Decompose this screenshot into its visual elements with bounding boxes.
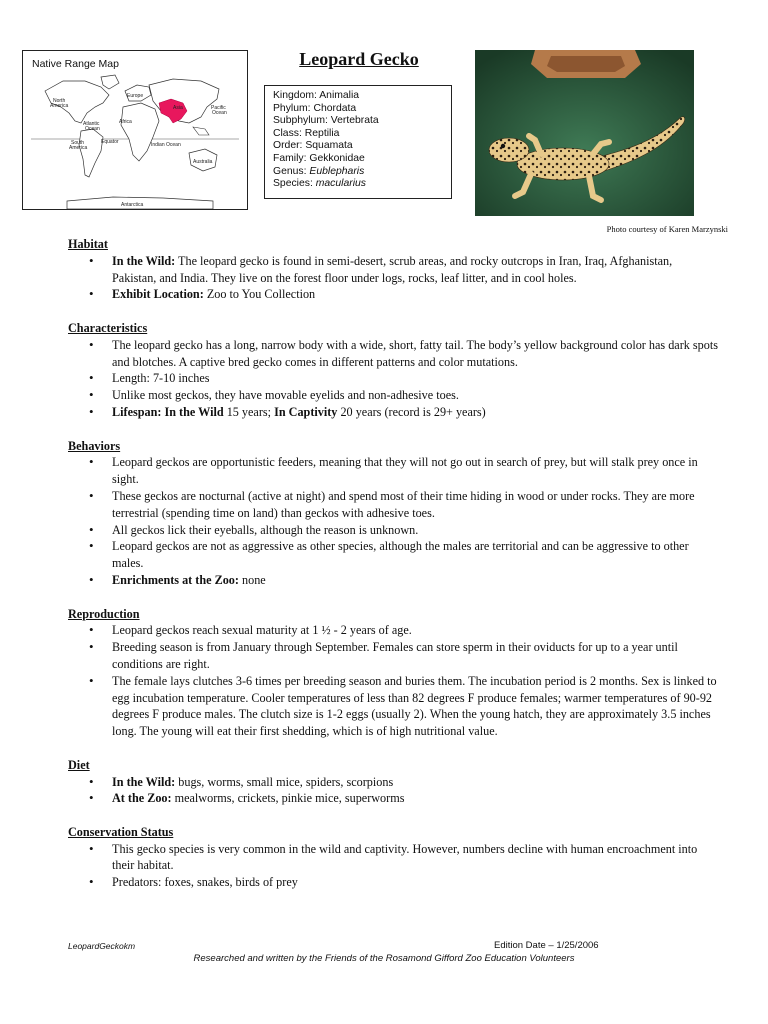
section-heading: Conservation Status xyxy=(68,824,174,839)
africa-shape xyxy=(121,103,159,161)
map-label: Equator xyxy=(101,139,119,145)
list-item: • Unlike most geckos, they have movable eyelids and non-adhesive toes. xyxy=(68,387,718,404)
diet-section xyxy=(68,757,718,807)
map-label: Asia xyxy=(173,105,183,111)
map-label: South xyxy=(71,140,85,146)
map-label: Indian Ocean xyxy=(151,142,181,148)
world-map-illustration xyxy=(23,51,247,209)
list-item: • Length: 7-10 inches xyxy=(68,370,718,387)
footer-edition-date: Edition Date – 1/25/2006 xyxy=(494,940,599,951)
map-label: America xyxy=(69,145,88,151)
map-label: Africa xyxy=(119,119,132,125)
list-item: • In the Wild: bugs, worms, small mice, spiders, scorpions xyxy=(68,774,718,791)
list-item: • Leopard geckos are opportunistic feeders, meaning that they will not go out in search of prey, but will stalk prey once in sight. xyxy=(68,454,718,488)
map-label: Ocean xyxy=(85,126,100,132)
taxonomy-phylum: Phylum: Chordata xyxy=(273,102,357,114)
list-item: • At the Zoo: mealworms, crickets, pinkie mice, superworms xyxy=(68,790,718,807)
map-label: Antarctica xyxy=(121,202,144,208)
section-heading: Characteristics xyxy=(68,320,148,335)
taxonomy-species: Species: macularius xyxy=(273,178,366,190)
list-item: • Leopard geckos reach sexual maturity at 1 ½ - 2 years of age. xyxy=(68,622,718,639)
map-label: Pacific xyxy=(211,105,226,111)
map-label: Australia xyxy=(193,159,213,165)
taxonomy-subphylum: Subphylum: Vertebrata xyxy=(273,115,379,127)
taxonomy-genus: Genus: Eublepharis xyxy=(273,165,365,177)
map-label: Ocean xyxy=(212,110,227,116)
native-range-map xyxy=(22,50,248,210)
fact-sheet-content xyxy=(68,236,718,908)
list-item: • These geckos are nocturnal (active at night) and spend most of their time hiding in wood or under rocks. They are more terrestrial (spending time on land) than geckos with adhesive toes. xyxy=(68,488,718,522)
page-title: Leopard Gecko xyxy=(299,49,419,69)
list-item: • Enrichments at the Zoo: none xyxy=(68,572,718,589)
list-item: • Leopard geckos are not as aggressive as other species, although the males are territorial and can be aggressive to other males. xyxy=(68,538,718,572)
reproduction-section xyxy=(68,606,718,740)
list-item: • The female lays clutches 3-6 times per breeding season and buries them. The incubation period is 2 months. Sex is linked to egg incubation temperature. Cooler temperatures of less than 82 degrees F produce females; warmer temperatures of 90-92 degrees F produce males. The clutch size is 1-2 eggs (usually 2). When the young hatch, they are approximately 3.5 inches long. The young will eat their first shedding, which is of high nutritional value. xyxy=(68,673,718,740)
list-item: • The leopard gecko has a long, narrow body with a wide, short, fatty tail. The body’s yellow background color has dark spots and blotches. A captive bred gecko comes in different patterns and color mutations. xyxy=(68,337,718,371)
section-heading: Diet xyxy=(68,757,90,772)
section-heading: Behaviors xyxy=(68,438,121,453)
list-item: • In the Wild: The leopard gecko is found in semi-desert, scrub areas, and rocky outcrops in Iran, Iraq, Afghanistan, Pakistan, and India. They live on the forest floor under logs, rocks, leaf litter, and in cool holes. xyxy=(68,253,718,287)
list-item: • Exhibit Location: Zoo to You Collection xyxy=(68,286,718,303)
conservation-section xyxy=(68,824,718,891)
map-label: Europe xyxy=(127,93,144,99)
south-america-shape xyxy=(79,129,103,177)
map-label: Atlantic xyxy=(83,121,100,127)
footer-filename: LeopardGeckokm xyxy=(68,941,136,951)
photo-credit: Photo courtesy of Karen Marzynski xyxy=(606,224,728,234)
gecko-head xyxy=(489,138,529,162)
list-item: • All geckos lick their eyeballs, although the reason is unknown. xyxy=(68,522,718,539)
taxonomy-order: Order: Squamata xyxy=(273,140,353,152)
list-item: • Predators: foxes, snakes, birds of prey xyxy=(68,874,718,891)
greenland-shape xyxy=(101,75,119,89)
behaviors-section xyxy=(68,438,718,589)
habitat-section xyxy=(68,236,718,303)
list-item: • Lifespan: In the Wild 15 years; In Captivity 20 years (record is 29+ years) xyxy=(68,404,718,421)
gecko-illustration xyxy=(475,50,694,216)
asia-shape xyxy=(149,79,219,123)
section-heading: Reproduction xyxy=(68,606,140,621)
taxonomy-family: Family: Gekkonidae xyxy=(273,152,365,164)
map-title: Native Range Map xyxy=(32,58,119,70)
map-label: America xyxy=(50,103,69,109)
list-item: • Breeding season is from January through September. Females can store sperm in their oviducts for up to a year until conditions are right. xyxy=(68,639,718,673)
islands-shape xyxy=(193,127,209,135)
taxonomy-kingdom: Kingdom: Animalia xyxy=(273,90,360,101)
taxonomy-class: Class: Reptilia xyxy=(273,127,340,139)
footer-credit: Researched and written by the Friends of the Rosamond Gifford Zoo Education Volunteers xyxy=(193,953,575,964)
list-item: • This gecko species is very common in the wild and captivity. However, numbers decline with human encroachment into their habitat. xyxy=(68,841,718,875)
section-heading: Habitat xyxy=(68,237,108,251)
characteristics-section xyxy=(68,320,718,421)
taxonomy-box xyxy=(264,85,452,199)
map-label: North xyxy=(53,98,66,104)
gecko-photo xyxy=(475,50,694,216)
